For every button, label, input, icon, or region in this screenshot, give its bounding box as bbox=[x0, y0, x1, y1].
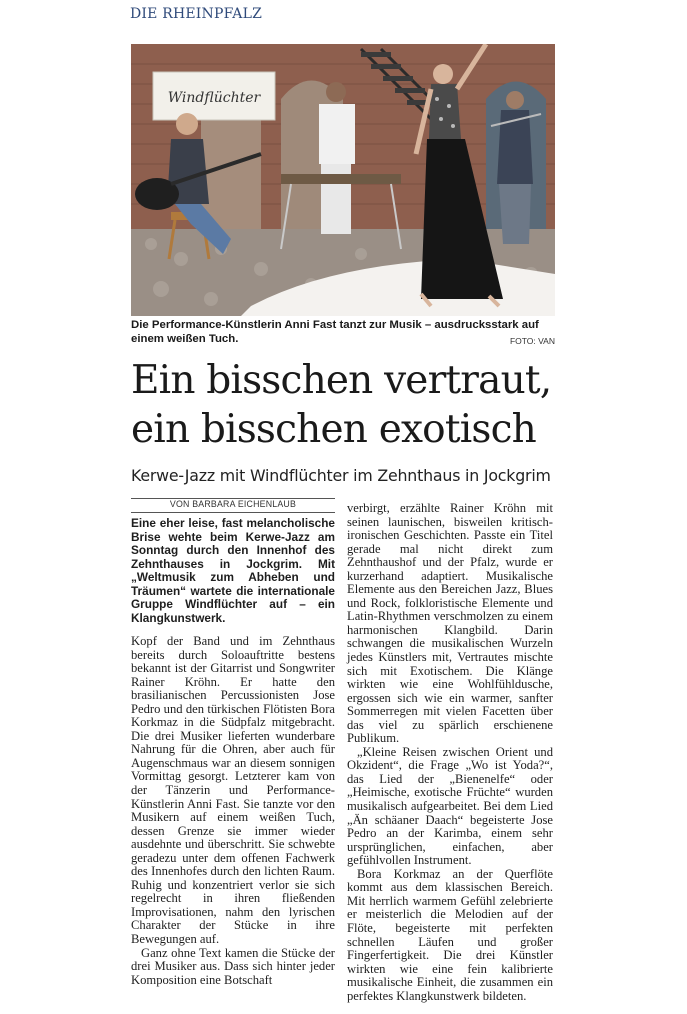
headline bbox=[131, 356, 571, 454]
byline-rule-bottom bbox=[131, 512, 335, 513]
band-sign-text: Windflüchter bbox=[167, 90, 261, 106]
headline-line-2: ein bisschen exotisch bbox=[131, 407, 536, 452]
body-paragraph: Ganz ohne Text kamen die Stücke der drei Musiker aus. Dass sich hinter jeder Komposition eine Botschaft bbox=[131, 945, 335, 987]
lead-paragraph: Eine eher leise, fast melancholische Brise wehte beim Kerwe-Jazz am Sonntag durch den Innenhof des Zehnthauses in Jockgrim. Mit „Weltmusik zum Abheben und Träumen“ wartete die internationale Gruppe Windflüchter auf – ein Klangkunstwerk. bbox=[131, 516, 335, 625]
subheadline: Kerwe-Jazz mit Windflüchter im Zehnthaus in Jockgrim bbox=[131, 466, 551, 485]
left-column bbox=[131, 517, 335, 987]
body-paragraph: Bora Korkmaz an der Querflöte kommt aus dem klassischen Bereich. Mit herrlich warmem Gefühl zelebrierte er meisterlich die Melodien auf der Flöte, begeisterte mit perfekten schnellen Läufen und großer Fingerfertigkeit. Die drei Künstler wirkten wie eine fein kalibrierte musikalische Einheit, die zusammen ein perfektes Klangkunstwerk bildeten. bbox=[347, 866, 553, 1003]
masthead: DIE RHEINPFALZ bbox=[130, 6, 263, 22]
article-photo bbox=[131, 44, 555, 316]
headline-line-1: Ein bisschen vertraut, bbox=[131, 358, 552, 403]
body-paragraph: „Kleine Reisen zwischen Orient und Okzident“, die Frage „Wo ist Yoda?“, das Lied der „Bienenelfe“ oder „Heimische, exotische Früchte“ wurden musikalisch aufgearbeitet. Bei dem Lied „Än schäaner Daach“ begeisterte Jose Pedro an der Karimba, einem sehr ursprünglichen, einfachen, aber gefühlvollen Instrument. bbox=[347, 744, 553, 868]
photo-credit: FOTO: VAN bbox=[509, 336, 555, 346]
body-paragraph: Kopf der Band und im Zehnthaus bereits durch Soloauftritte bestens bekannt ist der Gitarrist und Songwriter Rainer Kröhn. Er hatte den brasilianischen Percussionisten Jose Pedro und den türkischen Flötisten Bora Korkmaz in die Südpfalz mitgebracht. Die drei Musiker lieferten wunderbare Nahrung für die Ohren, aber auch für Augenschmaus war an diesem sonnigen Vormittag gesorgt. Letzterer kam von der Tänzerin und Performance-Künstlerin Anni Fast. Sie tanzte vor den Musikern auf einem weißen Tuch, dessen Grenze sie immer wieder ausdehnte und überschritt. Sie schwebte geradezu unter dem offenen Fachwerk des Innenhofes durch den lichten Raum. Ruhig und konzentriert verlor sie sich regelrecht in ihren fließenden Improvisationen, nahm den lyrischen Charakter der Stücke in ihre Bewegungen auf. bbox=[131, 634, 335, 947]
byline: VON BARBARA EICHENLAUB bbox=[169, 499, 297, 509]
right-column bbox=[347, 502, 553, 1003]
photo-caption: Die Performance-Künstlerin Anni Fast tanzt zur Musik – ausdrucksstark auf einem weißen Tuch. bbox=[131, 319, 539, 345]
body-paragraph: verbirgt, erzählte Rainer Kröhn mit seinen launischen, bisweilen kritisch-ironischen Geschichten. Passte ein Titel gerade mal nicht direkt zum Zehnthaushof und der Pfalz, wurde er kurzerhand adaptiert. Musikalische Elemente aus den Bereichen Jazz, Blues und Rock, folkloristische Elemente und Latin-Rhythmen verschmolzen zu einem harmonischen Klangbild. Darin schwangen die musikalischen Wurzeln jedes Künstlers mit, Vertrautes mischte sich mit Exotischem. Die Klänge wirkten wie eine Wohlfühldusche, ergossen sich wie ein warmer, sanfter Sommerregen mit vielen Facetten über das viel zu spärlich erschienene Publikum. bbox=[347, 501, 553, 746]
